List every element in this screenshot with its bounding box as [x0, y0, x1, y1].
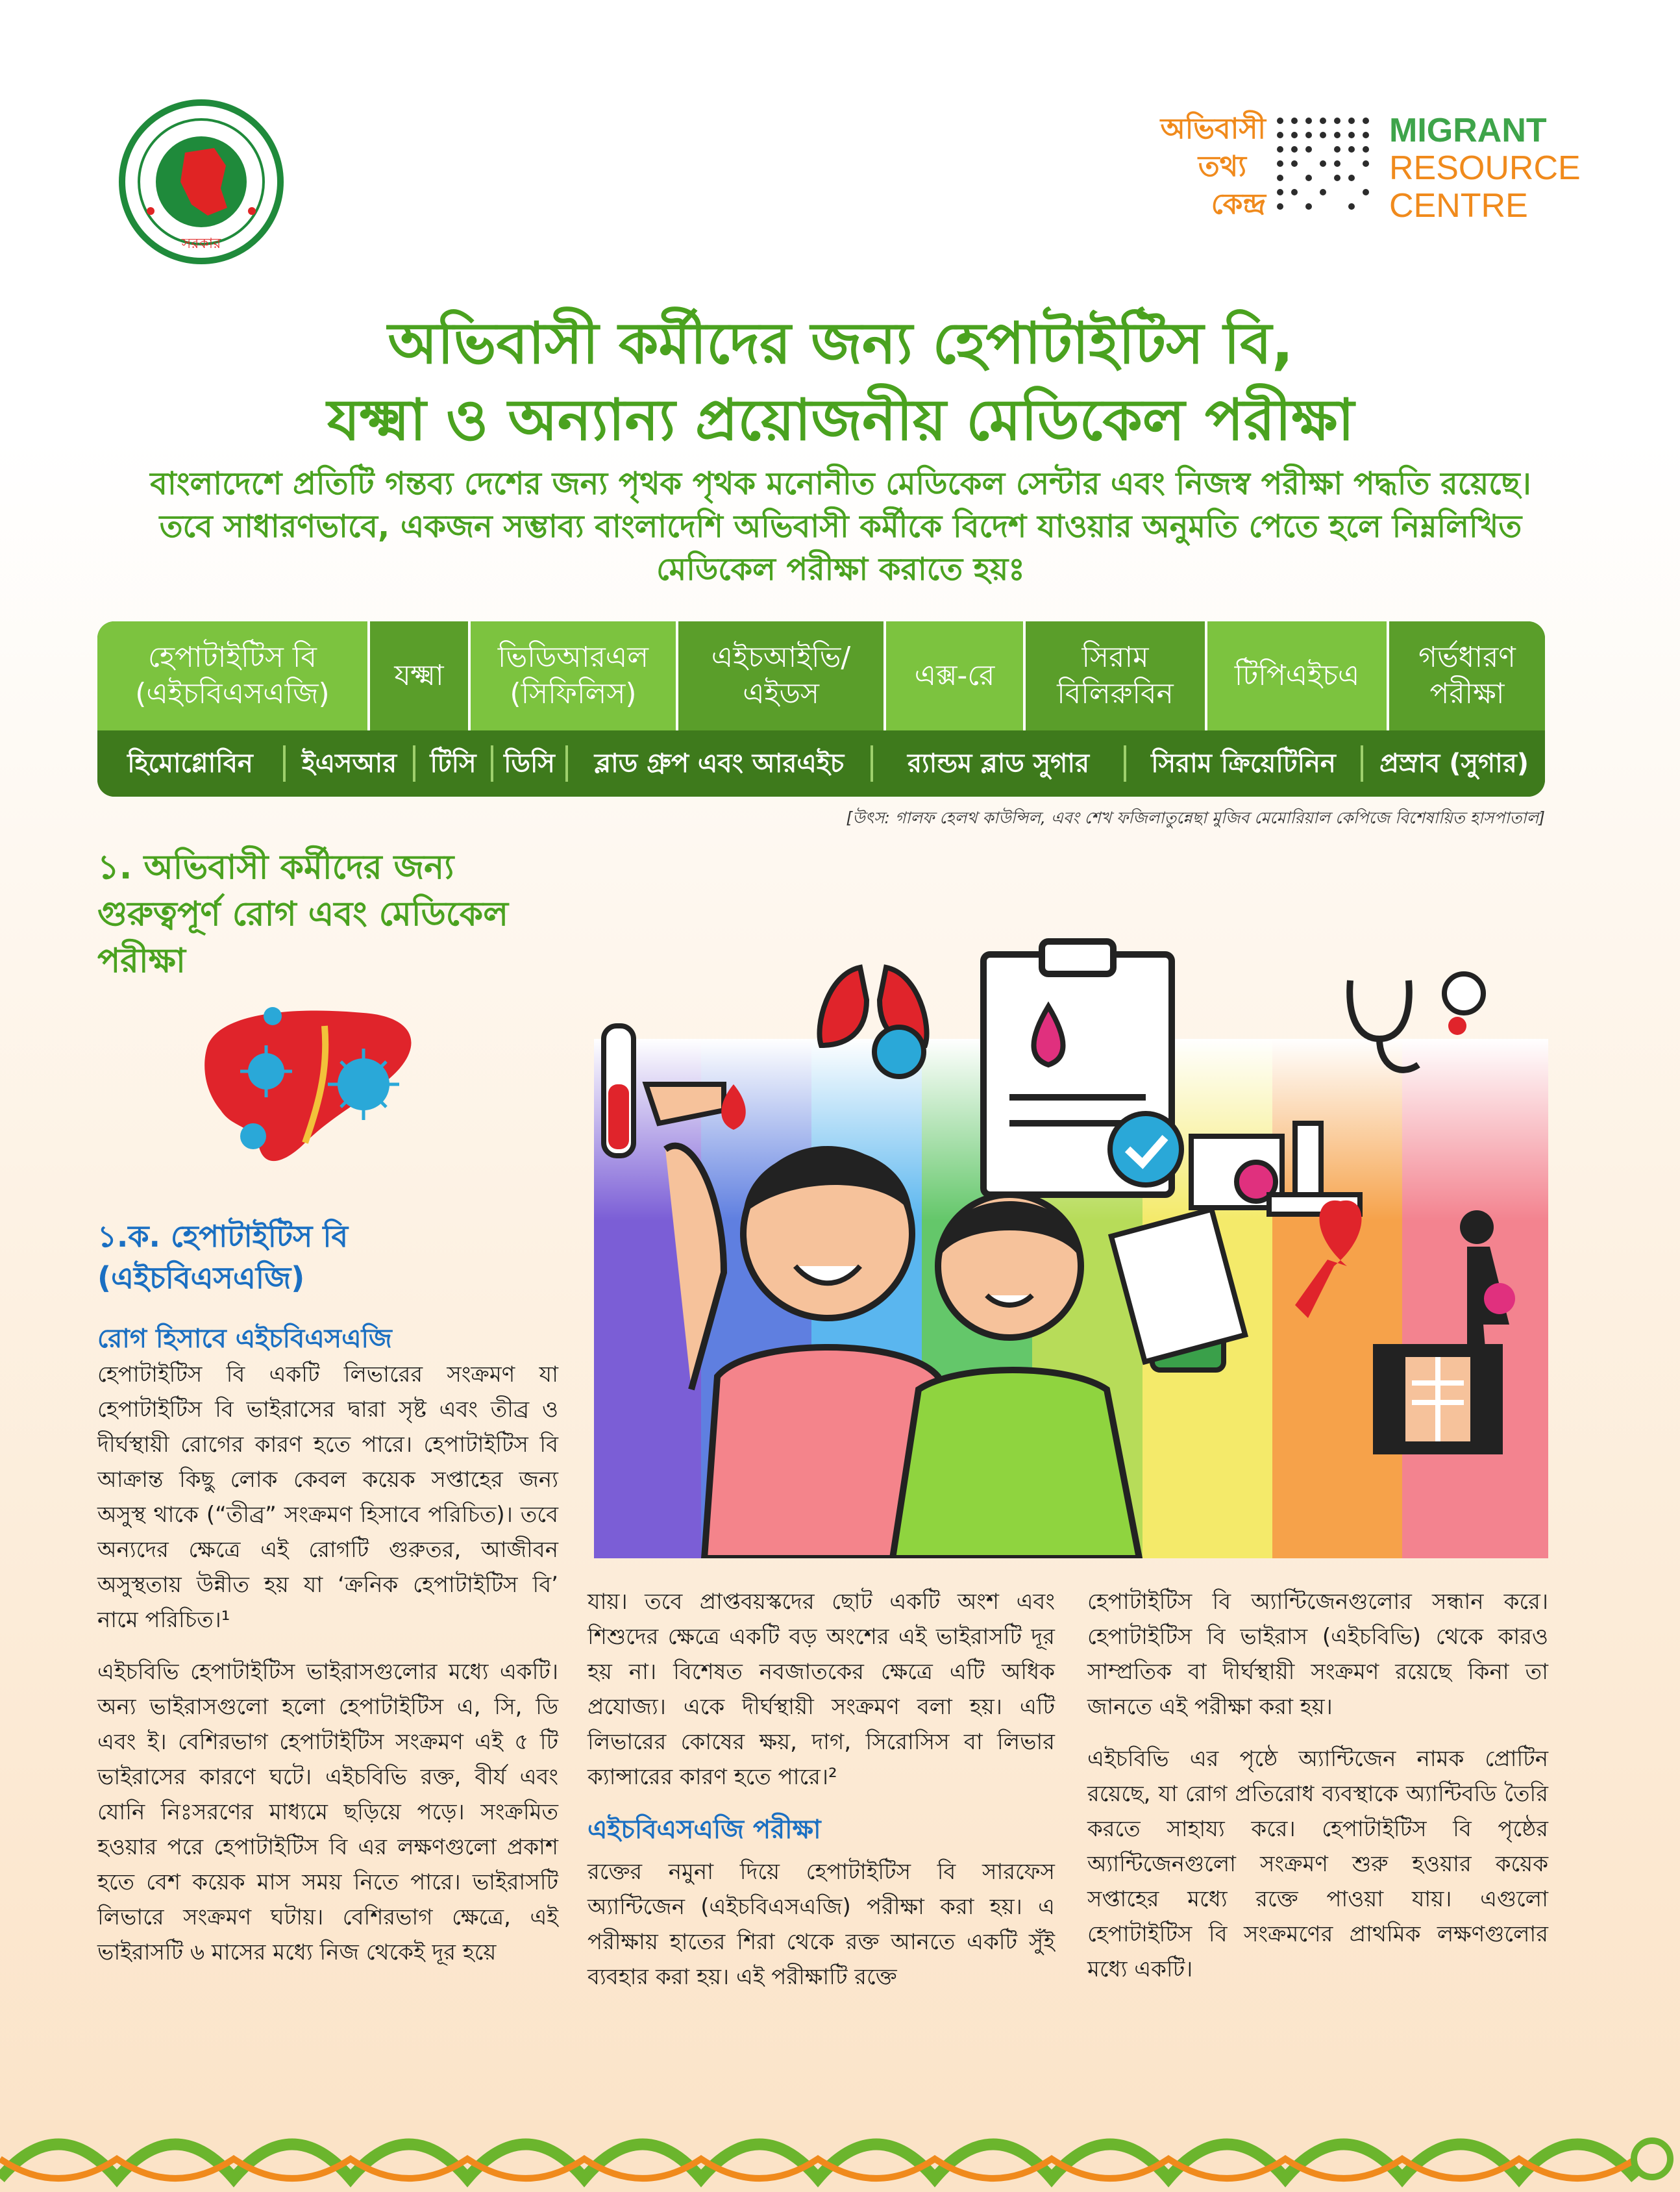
col2-paragraph-2: রক্তের নমুনা দিয়ে হেপাটাইটিস বি সারফেস অ্যান্টিজেন (এইচবিএসএজি) পরীক্ষা করা হয়। এ পরীক্ষায় হাতের শিরা থেকে রক্ত আনতে একটি সুঁই ব্যবহার করা হয়। এই পরীক্ষাটি রক্তে — [587, 1859, 1055, 1990]
title-line2: যক্ষ্মা ও অন্যান্য প্রয়োজনীয় মেডিকেল পরীক্ষা — [327, 386, 1355, 453]
test-cell: সিরাম বিলিরুবিন — [1026, 621, 1207, 730]
test-cell: গর্ভধারণ পরীক্ষা — [1389, 621, 1545, 730]
mrc-bangla-line1: অভিবাসী — [1160, 112, 1266, 145]
section-1a-heading: ১.ক. হেপাটাইটিস বি (এইচবিএসএজি) — [97, 1219, 349, 1295]
government-seal-logo — [117, 97, 286, 266]
mrc-english-line1: MIGRANT — [1389, 112, 1547, 149]
text-column-2 — [587, 1584, 1055, 2011]
disease-subheading: রোগ হিসাবে এইচবিএসএজি — [97, 1324, 392, 1354]
medical-tests-table — [97, 621, 1545, 797]
mrc-english-line2: RESOURCE — [1389, 149, 1581, 187]
source-citation: [উৎস: গালফ হেলথ কাউন্সিল, এবং শেখ ফজিলাতুন্নেছা মুজিব মেমোরিয়াল কেপিজে বিশেষায়িত হাসপাতাল] — [846, 808, 1545, 827]
test-cell: র‌্যান্ডম ব্লাড সুগার — [873, 745, 1126, 782]
mrc-bangla-line3: কেন্দ্র — [1211, 188, 1266, 221]
col2-paragraph-1: যায়। তবে প্রাপ্তবয়স্কদের ছোট একটি অংশ এবং শিশুদের ক্ষেত্রে একটি বড় অংশের এই ভাইরাসটি দূর হয় না। বিশেষত নবজাতকের ক্ষেত্রে এটি অধিক প্রযোজ্য। একে দীর্ঘস্থায়ী সংক্রমণ বলা হয়। এটি লিভারের কোষের ক্ষয়, দাগ, সিরোসিস বা লিভার ক্যান্সারের কারণ হতে পারে।² — [587, 1589, 1055, 1790]
svg-text:সরকার: সরকার — [181, 236, 221, 252]
test-cell: এইচআইভি/ এইডস — [678, 621, 886, 730]
tests-bottom-row — [97, 730, 1545, 797]
mrc-bangla-line2: তথ্য — [1198, 150, 1246, 183]
mrc-english-line3: CENTRE — [1389, 187, 1528, 225]
test-cell: ডিসি — [493, 745, 568, 782]
test-cell: ব্লাড গ্রুপ এবং আরএইচ — [568, 745, 873, 782]
text-column-1 — [97, 1357, 558, 1987]
medical-checkup-illustration — [594, 935, 1548, 1558]
text-column-3 — [1087, 1584, 1548, 2004]
dot-grid-icon — [1274, 114, 1377, 218]
test-cell: যক্ষ্মা — [370, 621, 471, 730]
test-cell: হিমোগ্লোবিন — [97, 745, 286, 782]
test-cell: প্রস্রাব (সুগার) — [1379, 749, 1529, 778]
test-cell: হেপাটাইটিস বি (এইচবিএসএজি) — [97, 621, 370, 730]
test-cell: টিপিএইচএ — [1207, 621, 1389, 730]
liver-virus-illustration — [195, 987, 428, 1188]
section-1-heading: ১. অভিবাসী কর্মীদের জন্য গুরুত্বপূর্ণ রোগ এবং মেডিকেল পরীক্ষা — [97, 848, 508, 980]
title-line1: অভিবাসী কর্মীদের জন্য হেপাটাইটিস বি, — [388, 310, 1294, 377]
page-title — [130, 305, 1551, 458]
intro-paragraph: বাংলাদেশে প্রতিটি গন্তব্য দেশের জন্য পৃথক পৃথক মনোনীত মেডিকেল সেন্টার এবং নিজস্ব পরীক্ষা পদ্ধতি রয়েছে। তবে সাধারণভাবে, একজন সম্ভাব্য বাংলাদেশি অভিবাসী কর্মীকে বিদেশ যাওয়ার অনুমতি পেতে হলে নিম্নলিখিত মেডিকেল পরীক্ষা করাতে হয়ঃ — [150, 466, 1531, 588]
test-cell: টিসি — [415, 745, 493, 782]
test-cell: ইএসআর — [286, 745, 415, 782]
col1-paragraph-2: এইচবিভি হেপাটাইটিস ভাইরাসগুলোর মধ্যে একটি। অন্য ভাইরাসগুলো হলো হেপাটাইটিস এ, সি, ডি এবং ই। বেশিরভাগ হেপাটাইটিস সংক্রমণ এই ৫ টি ভাইরাসের কারণে ঘটে। এইচবিভি রক্ত, বীর্য এবং যোনি নিঃসরণের মাধ্যমে ছড়িয়ে পড়ে। সংক্রমিত হওয়ার পরে হেপাটাইটিস বি এর লক্ষণগুলো প্রকাশ হতে বেশ কয়েক মাস সময় নিতে পারে। ভাইরাসটি লিভারে সংক্রমণ ঘটায়। বেশিরভাগ ক্ষেত্রে, এই ভাইরাসটি ৬ মাসের মধ্যে নিজ থেকেই দূর হয়ে — [97, 1659, 558, 1965]
col1-paragraph-1: হেপাটাইটিস বি একটি লিভারের সংক্রমণ যা হেপাটাইটিস বি ভাইরাসের দ্বারা সৃষ্ট এবং তীব্র ও দীর্ঘস্থায়ী রোগের কারণ হতে পারে। হেপাটাইটিস বি আক্রান্ত কিছু লোক কেবল কয়েক সপ্তাহের জন্য অসুস্থ থাকে (“তীব্র” সংক্রমণ হিসাবে পরিচিত)। তবে অন্যদের ক্ষেত্রে এই রোগটি গুরুতর, আজীবন অসুস্থতায় উন্নীত হয় যা ‘ক্রনিক হেপাটাইটিস বি’ নামে পরিচিত।¹ — [97, 1362, 558, 1633]
tests-top-row — [97, 621, 1545, 730]
decorative-border — [0, 2120, 1680, 2192]
test-cell: সিরাম ক্রিয়েটিনিন — [1126, 745, 1363, 782]
hbsag-test-subheading: এইচবিএসএজি পরীক্ষা — [587, 1815, 821, 1845]
test-cell: এক্স-রে — [886, 621, 1026, 730]
col3-paragraph-1: হেপাটাইটিস বি অ্যান্টিজেনগুলোর সন্ধান করে। হেপাটাইটিস বি ভাইরাস (এইচবিভি) থেকে কারও সাম্প্রতিক বা দীর্ঘস্থায়ী সংক্রমণ রয়েছে কিনা তা জানতে এই পরীক্ষা করা হয়। — [1087, 1589, 1548, 1720]
migrant-resource-centre-logo — [1104, 110, 1581, 234]
col3-paragraph-2: এইচবিভি এর পৃষ্ঠে অ্যান্টিজেন নামক প্রোটিন রয়েছে, যা রোগ প্রতিরোধ ব্যবস্থাকে অ্যান্টিবডি তৈরি করতে সাহায্য করে। হেপাটাইটিস বি পৃষ্ঠের অ্যান্টিজেনগুলো সংক্রমণ শুরু হওয়ার কয়েক সপ্তাহের মধ্যে রক্তে পাওয়া যায়। এগুলো হেপাটাইটিস বি সংক্রমণের প্রাথমিক লক্ষণগুলোর মধ্যে একটি। — [1087, 1746, 1548, 1982]
test-cell: ভিডিআরএল (সিফিলিস) — [471, 621, 678, 730]
